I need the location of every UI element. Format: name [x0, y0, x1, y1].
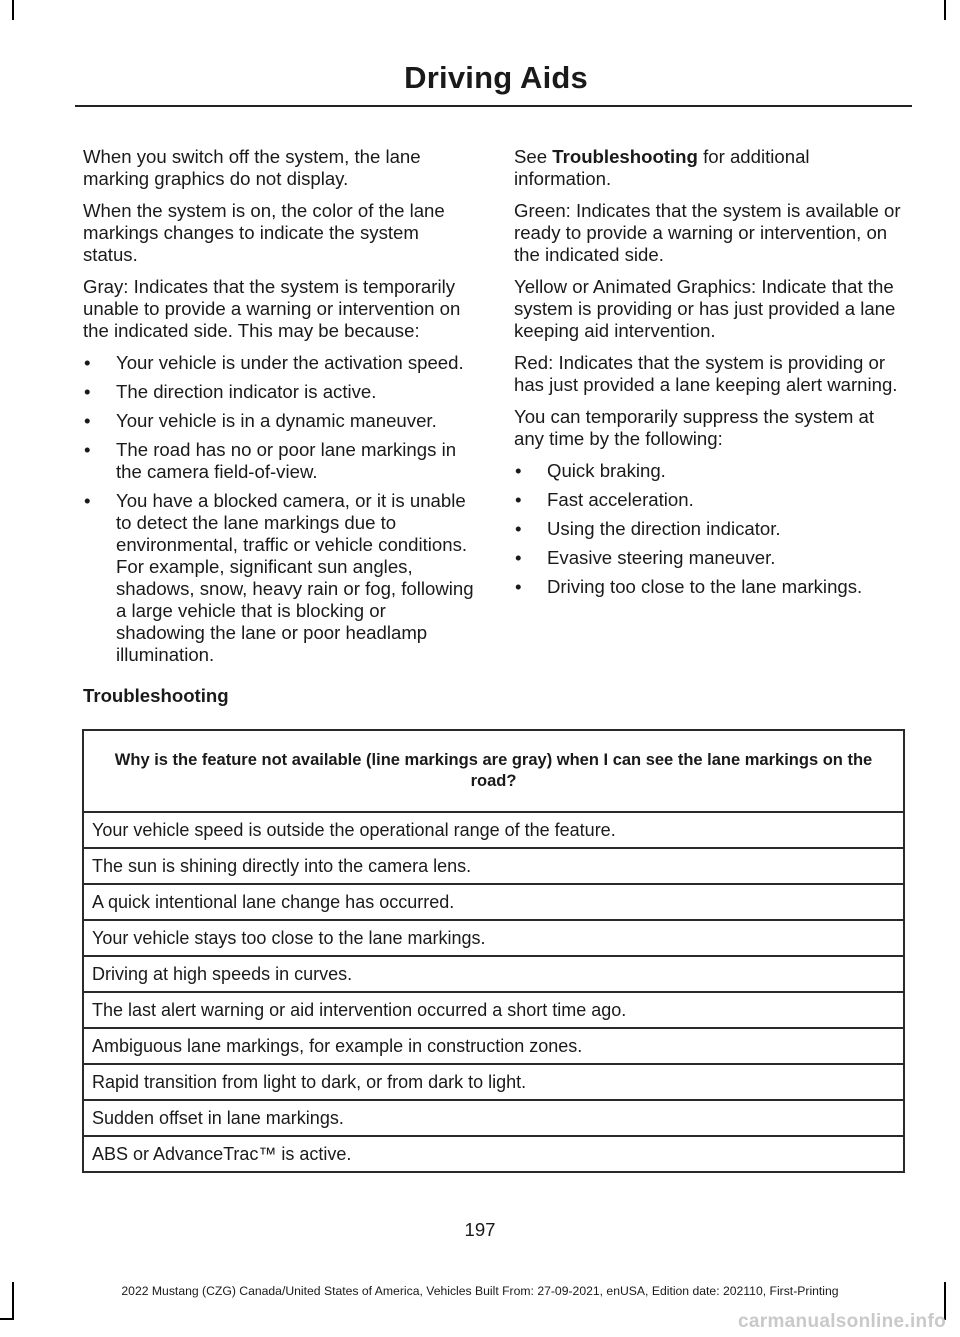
paragraph: Red: Indicates that the system is providing or has just provided a lane keeping alert warning.: [514, 352, 898, 395]
table-header-row: [83, 730, 904, 812]
table-header: Why is the feature not available (line markings are gray) when I can see the lane markings on the road?: [83, 730, 904, 812]
paragraph: Yellow or Animated Graphics: Indicate that the system is providing or has just provided a lane keeping aid intervention.: [514, 276, 896, 341]
table-cell: The sun is shining directly into the camera lens.: [83, 848, 904, 884]
troubleshooting-table: [82, 729, 905, 1173]
list-item-text: The direction indicator is active.: [116, 381, 377, 402]
table-row: [83, 1028, 904, 1064]
bullet-icon: •: [84, 439, 91, 460]
list-item: [514, 460, 907, 482]
table-row: [83, 956, 904, 992]
list-item-text: The road has no or poor lane markings in the camera field-of-view.: [116, 439, 457, 482]
header-divider: [75, 105, 912, 107]
see-reference: [514, 146, 907, 190]
list-item-text: Evasive steering maneuver.: [547, 547, 776, 568]
list-item-text: Driving too close to the lane markings.: [547, 576, 863, 597]
table-cell: Ambiguous lane markings, for example in construction zones.: [83, 1028, 904, 1064]
bullet-icon: •: [84, 410, 91, 431]
table-row: [83, 812, 904, 848]
list-item-text: You have a blocked camera, or it is unable to detect the lane markings due to environmental, traffic or vehicle conditions. For example, significant sun angles, shadows, snow, heavy rain or fog, following a large vehicle that is blocking or shadowing the lane or poor headlamp illumination.: [116, 490, 474, 665]
right-column: [514, 146, 907, 608]
bullet-icon: •: [515, 547, 522, 568]
watermark: carmanualsonline.info: [738, 1311, 946, 1332]
table-cell: Rapid transition from light to dark, or from dark to light.: [83, 1064, 904, 1100]
paragraph: When the system is on, the color of the lane markings changes to indicate the system status.: [83, 200, 445, 265]
table-cell: Your vehicle stays too close to the lane markings.: [83, 920, 904, 956]
suppress-list: [514, 460, 907, 598]
paragraph: Green: Indicates that the system is available or ready to provide a warning or intervention, on the indicated side.: [514, 200, 901, 265]
paragraph: When you switch off the system, the lane marking graphics do not display.: [83, 146, 421, 189]
table-row: [83, 848, 904, 884]
list-item: [83, 381, 476, 403]
bullet-icon: •: [515, 518, 522, 539]
bullet-icon: •: [84, 352, 91, 373]
table-row: [83, 920, 904, 956]
left-column: [83, 146, 476, 676]
table-row: [83, 1064, 904, 1100]
footer-text: 2022 Mustang (CZG) Canada/United States of America, Vehicles Built From: 27-09-2021, enUSA, Edition date: 202110, First-Printing: [121, 1284, 839, 1298]
bullet-icon: •: [515, 489, 522, 510]
table-row: [83, 1100, 904, 1136]
list-item: [514, 547, 907, 569]
bullet-icon: •: [515, 576, 522, 597]
see-suffix: for additional information.: [514, 146, 810, 189]
table-cell: A quick intentional lane change has occurred.: [83, 884, 904, 920]
table-cell: Driving at high speeds in curves.: [83, 956, 904, 992]
page-title: Driving Aids: [404, 60, 588, 95]
page-number: 197: [464, 1219, 496, 1240]
list-item-text: Fast acceleration.: [547, 489, 694, 510]
crop-mark-top-right: [944, 0, 946, 20]
list-item: [83, 490, 476, 666]
list-item-text: Using the direction indicator.: [547, 518, 781, 539]
list-item: [83, 410, 476, 432]
list-item: [514, 489, 907, 511]
list-item: [83, 439, 476, 483]
list-item-text: Your vehicle is under the activation speed.: [116, 352, 464, 373]
table-row: [83, 884, 904, 920]
list-item: [514, 576, 907, 598]
bullet-icon: •: [515, 460, 522, 481]
bullet-icon: •: [84, 490, 91, 511]
list-item-text: Quick braking.: [547, 460, 666, 481]
reason-list: [83, 352, 476, 666]
bullet-icon: •: [84, 381, 91, 402]
table-cell: Your vehicle speed is outside the operational range of the feature.: [83, 812, 904, 848]
list-item: [83, 352, 476, 374]
table-row: [83, 992, 904, 1028]
see-prefix: See: [514, 146, 548, 167]
troubleshooting-link[interactable]: Troubleshooting: [552, 146, 698, 167]
crop-mark-top-left: [12, 0, 14, 20]
table-cell: ABS or AdvanceTrac™ is active.: [83, 1136, 904, 1172]
paragraph: Gray: Indicates that the system is temporarily unable to provide a warning or intervention on the indicated side. This may be because:: [83, 276, 461, 341]
table-cell: The last alert warning or aid intervention occurred a short time ago.: [83, 992, 904, 1028]
table-row: [83, 1136, 904, 1172]
section-heading: Troubleshooting: [83, 685, 229, 706]
crop-mark-bottom-left-h: [0, 1318, 14, 1320]
list-item: [514, 518, 907, 540]
table-cell: Sudden offset in lane markings.: [83, 1100, 904, 1136]
paragraph: You can temporarily suppress the system at any time by the following:: [514, 406, 874, 449]
list-item-text: Your vehicle is in a dynamic maneuver.: [116, 410, 437, 431]
